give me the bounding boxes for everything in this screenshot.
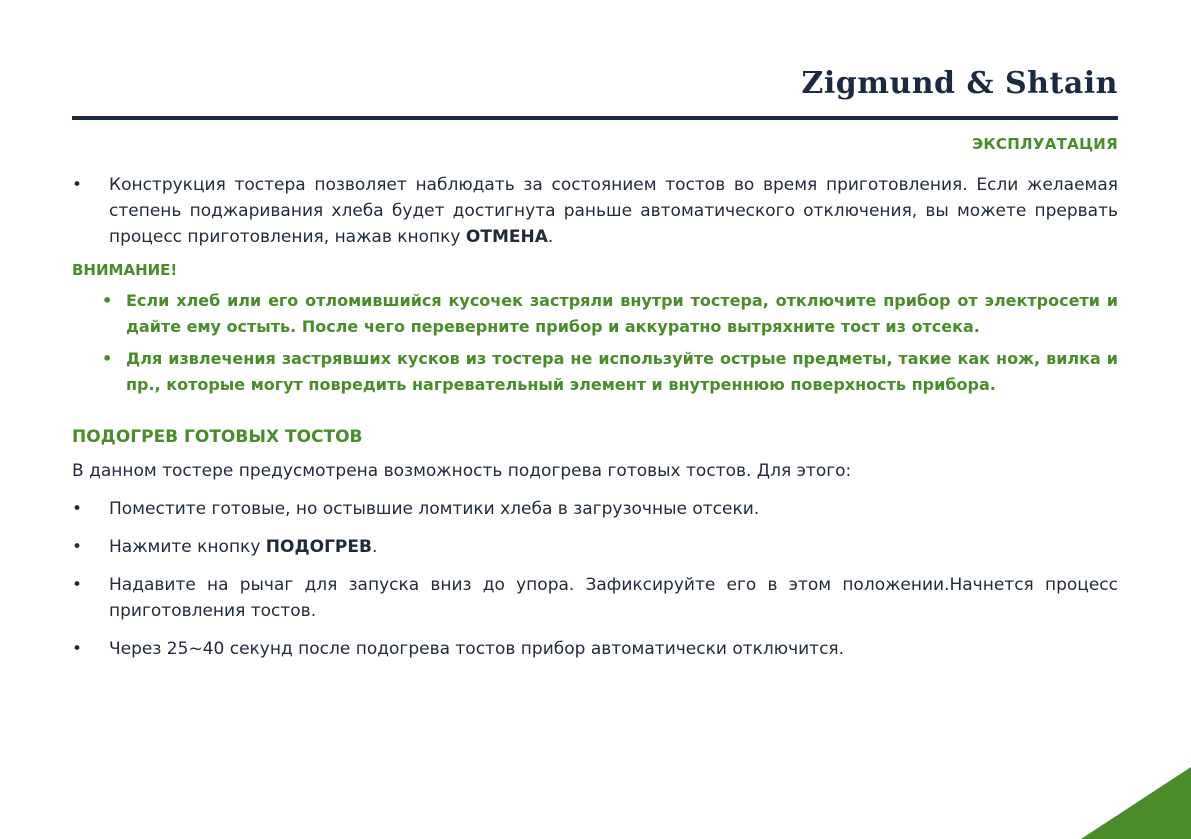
reheat-intro: В данном тостере предусмотрена возможность подогрева готовых тостов. Для этого: (72, 461, 852, 481)
list-item-text: Через 25~40 секунд после подогрева тостов прибор автоматически отключится. (109, 639, 845, 659)
reheat-button-label: ПОДОГРЕВ (265, 537, 372, 557)
header-rule (72, 116, 1118, 120)
corner-decoration (1081, 767, 1191, 839)
bullet: • (102, 291, 113, 310)
warning-text: Если хлеб или его отломившийся кусочек застряли внутри тостера, отключите прибор от электросети и дайте ему остыть. После чего переверните прибор и аккуратно вытряхните тост из отсека. (126, 291, 1118, 336)
bullet: • (72, 175, 83, 195)
list-item-text-end: . (371, 537, 378, 557)
bullet: • (72, 499, 83, 519)
warning-item (72, 288, 1118, 340)
warning-item (72, 346, 1118, 398)
list-item-text: Поместите готовые, но остывшие ломтики хлеба в загрузочные отсеки. (109, 499, 760, 519)
page-content (72, 172, 1118, 662)
intro-text: Конструкция тостера позволяет наблюдать за состоянием тостов во время приготовления. Если желаемая степень поджаривания хлеба будет достигнута раньше автоматического отключения, вы можете прервать процесс приготовления, нажав кнопку (109, 175, 1118, 247)
warning-title: ВНИМАНИЕ! (72, 261, 178, 279)
intro-text-end: . (547, 227, 554, 247)
list-item (72, 496, 1118, 522)
bullet: • (102, 349, 113, 368)
intro-paragraph (72, 172, 1118, 250)
bullet: • (72, 575, 83, 595)
list-item (72, 534, 1118, 560)
list-item (72, 636, 1118, 662)
bullet: • (72, 537, 83, 557)
list-item-text: Надавите на рычаг для запуска вниз до упора. Зафиксируйте его в этом положении.Начнется процесс приготовления тостов. (109, 575, 1118, 621)
warning-text: Для извлечения застрявших кусков из тостера не используйте острые предметы, такие как нож, вилка и пр., которые могут повредить нагревательный элемент и внутреннюю поверхность прибора. (126, 349, 1118, 394)
section-title: ЭКСПЛУАТАЦИЯ (972, 135, 1118, 153)
bullet: • (72, 639, 83, 659)
list-item-text: Нажмите кнопку (109, 537, 266, 557)
brand-logo: Zigmund & Shtain (801, 66, 1118, 101)
reheat-heading: ПОДОГРЕВ ГОТОВЫХ ТОСТОВ (72, 427, 363, 447)
cancel-button-label: ОТМЕНА (465, 227, 548, 247)
list-item (72, 572, 1118, 624)
